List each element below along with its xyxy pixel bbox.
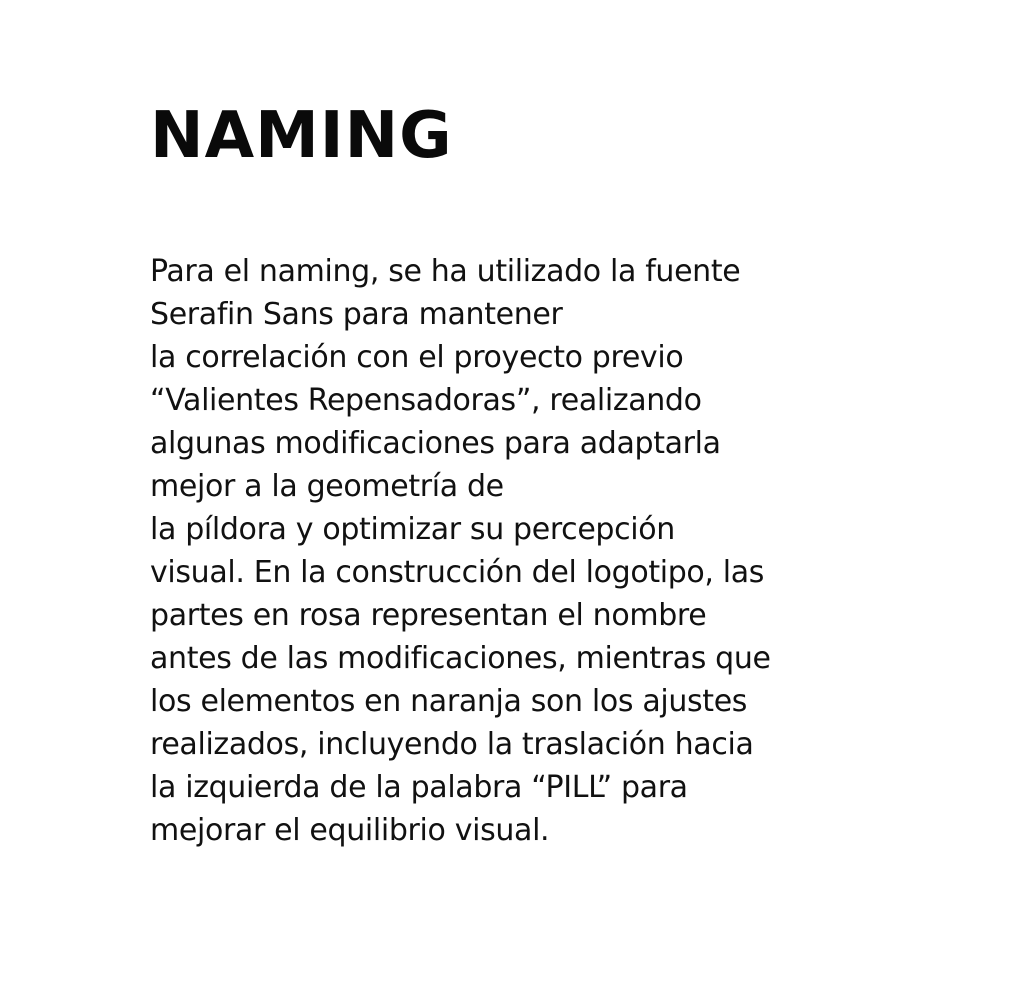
paragraph-line: antes de las modificaciones, mientras que (150, 641, 771, 676)
body-paragraph (150, 250, 910, 852)
paragraph-line: mejorar el equilibrio visual. (150, 813, 550, 848)
paragraph-line: los elementos en naranja son los ajustes (150, 684, 748, 719)
paragraph-line: Para el naming, se ha utilizado la fuente (150, 254, 741, 289)
paragraph-line: Serafin Sans para mantener (150, 297, 563, 332)
paragraph-line: la izquierda de la palabra “PILL” para (150, 770, 688, 805)
paragraph-line: partes en rosa representan el nombre (150, 598, 707, 633)
paragraph-line: mejor a la geometría de (150, 469, 504, 504)
paragraph-line: la correlación con el proyecto previo (150, 340, 684, 375)
paragraph-line: la píldora y optimizar su percepción (150, 512, 675, 547)
paragraph-line: “Valientes Repensadoras”, realizando (150, 383, 702, 418)
page-title: NAMING (150, 99, 453, 173)
paragraph-line: realizados, incluyendo la traslación hacia (150, 727, 754, 762)
paragraph-line: algunas modificaciones para adaptarla (150, 426, 721, 461)
paragraph-line: visual. En la construcción del logotipo, las (150, 555, 765, 590)
